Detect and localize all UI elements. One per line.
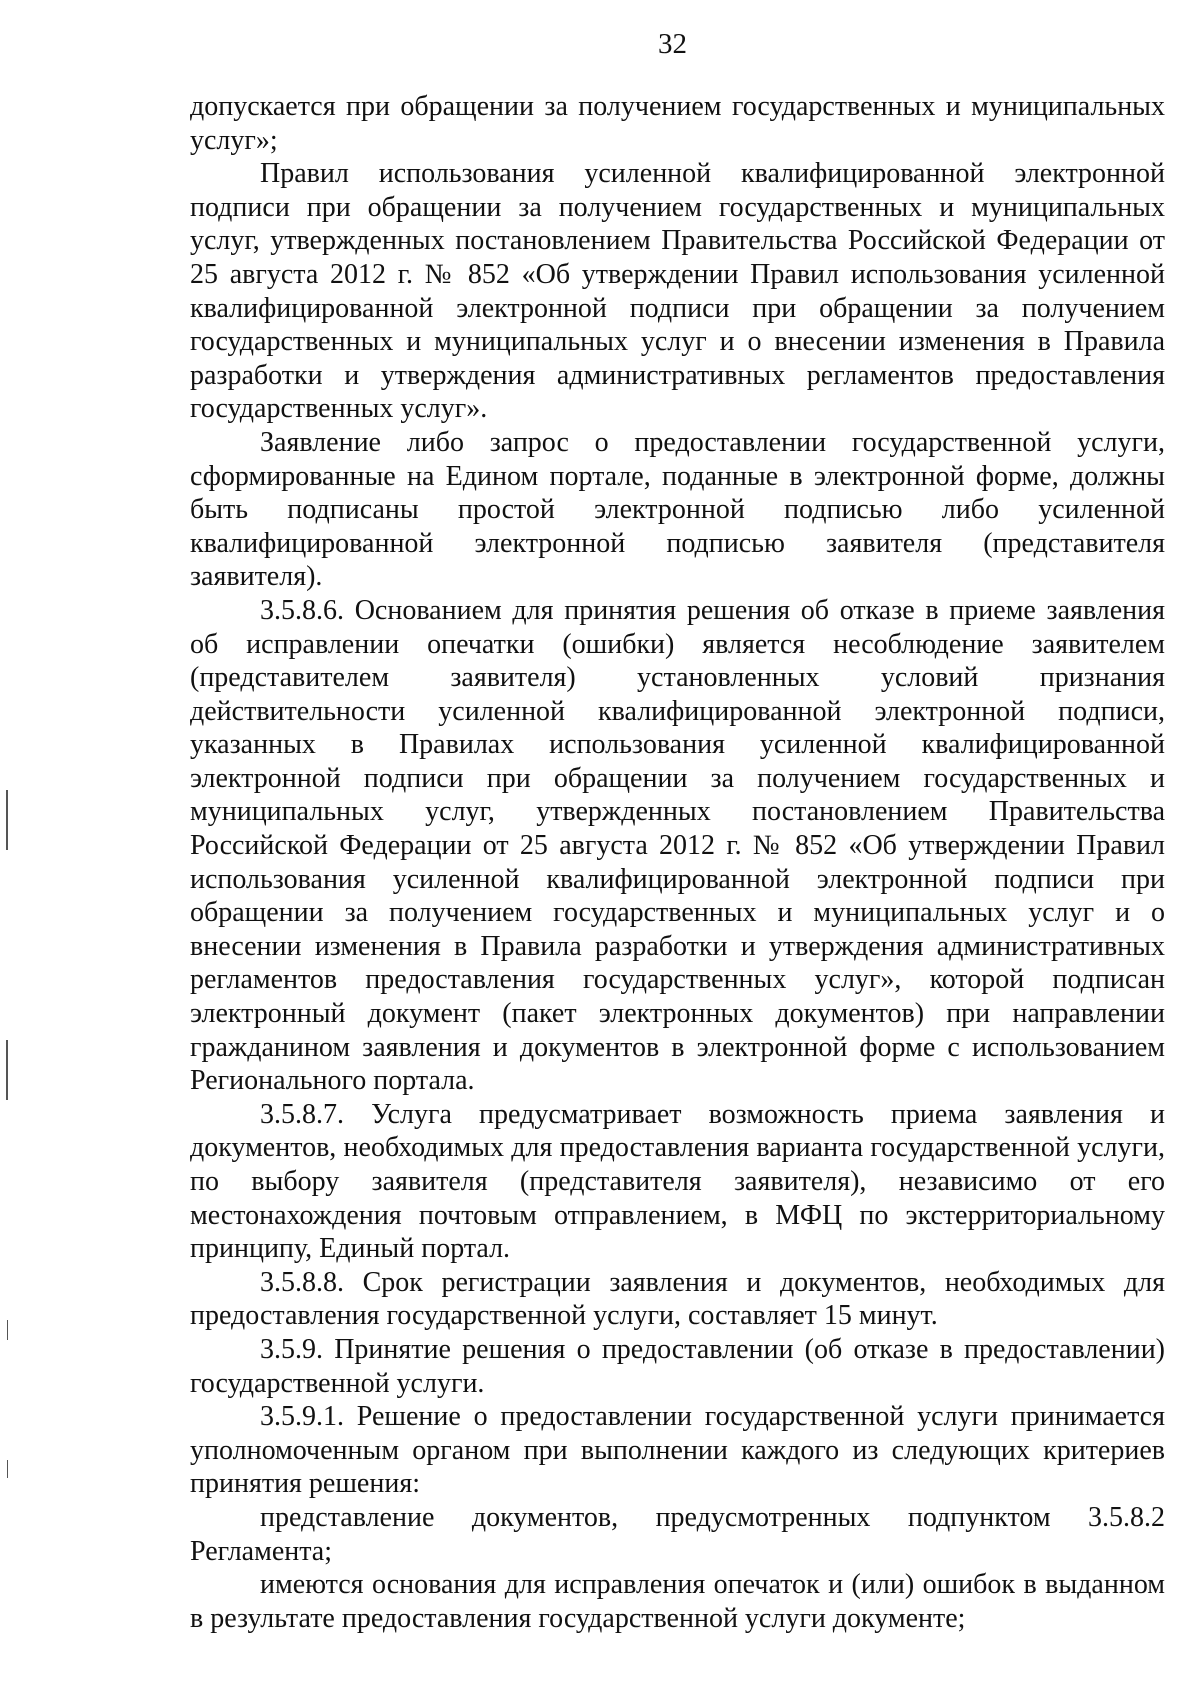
paragraph: 3.5.8.8. Срок регистрации заявления и документов, необходимых для предоставления государственной услуги, составляет 15 минут. [190, 1266, 1165, 1332]
paragraph: имеются основания для исправления опечаток и (или) ошибок в выданном в результате предоставления государственной услуги документе; [190, 1569, 1165, 1634]
paragraph: 3.5.9. Принятие решения о предоставлении (об отказе в предоставлении) государственной услуги. [190, 1333, 1165, 1399]
paragraph: представление документов, предусмотренных подпунктом 3.5.8.2 Регламента; [190, 1501, 1165, 1567]
paragraph: допускается при обращении за получением государственных и муниципальных услуг»; [190, 91, 1165, 156]
scan-margin-artifacts [0, 0, 20, 1697]
page-number: 32 [658, 28, 687, 60]
paragraph: 3.5.8.7. Услуга предусматривает возможность приема заявления и документов, необходимых для предоставления варианта государственной услуги, по выбору заявителя (представителя заявителя), независимо от его местонахождения почтовым отправлением, в МФЦ по экстерриториальному принципу, Единый портал. [190, 1098, 1165, 1265]
paragraph: 3.5.9.1. Решение о предоставлении государственной услуги принимается уполномоченным органом при выполнении каждого из следующих критериев принятия решения: [190, 1401, 1165, 1500]
paragraph: 3.5.8.6. Основанием для принятия решения об отказе в приеме заявления об исправлении опечатки (ошибки) является несоблюдение заявителем (представителем заявителя) установленных условий признания действительности усиленной квалифицированной электронной подписи, указанных в Правилах использования усиленной квалифицированной электронной подписи при обращении за получением государственных и муниципальных услуг, утвержденных постановлением Правительства Российской Федерации от 25 августа 2012 г. № 852 «Об утверждении Правил использования усиленной квалифицированной электронной подписи при обращении за получением государственных и муниципальных услуг и о внесении изменения в Правила разработки и утверждения административных регламентов предоставления государственных услуг», которой подписан электронный документ (пакет электронных документов) при направлении гражданином заявления и документов в электронной форме с использованием Регионального портала. [190, 594, 1165, 1097]
paragraph: Правил использования усиленной квалифицированной электронной подписи при обращении за получением государственных и муниципальных услуг, утвержденных постановлением Правительства Российской Федерации от 25 августа 2012 г. № 852 «Об утверждении Правил использования усиленной квалифицированной электронной подписи при обращении за получением государственных и муниципальных услуг и о внесении изменения в Правила разработки и утверждения административных регламентов предоставления государственных услуг». [190, 158, 1165, 425]
paragraph: Заявление либо запрос о предоставлении государственной услуги, сформированные на Едином портале, поданные в электронной форме, должны быть подписаны простой электронной подписью либо усиленной квалифицированной электронной подписью заявителя (представителя заявителя). [190, 426, 1165, 593]
document-body [190, 90, 1165, 1635]
